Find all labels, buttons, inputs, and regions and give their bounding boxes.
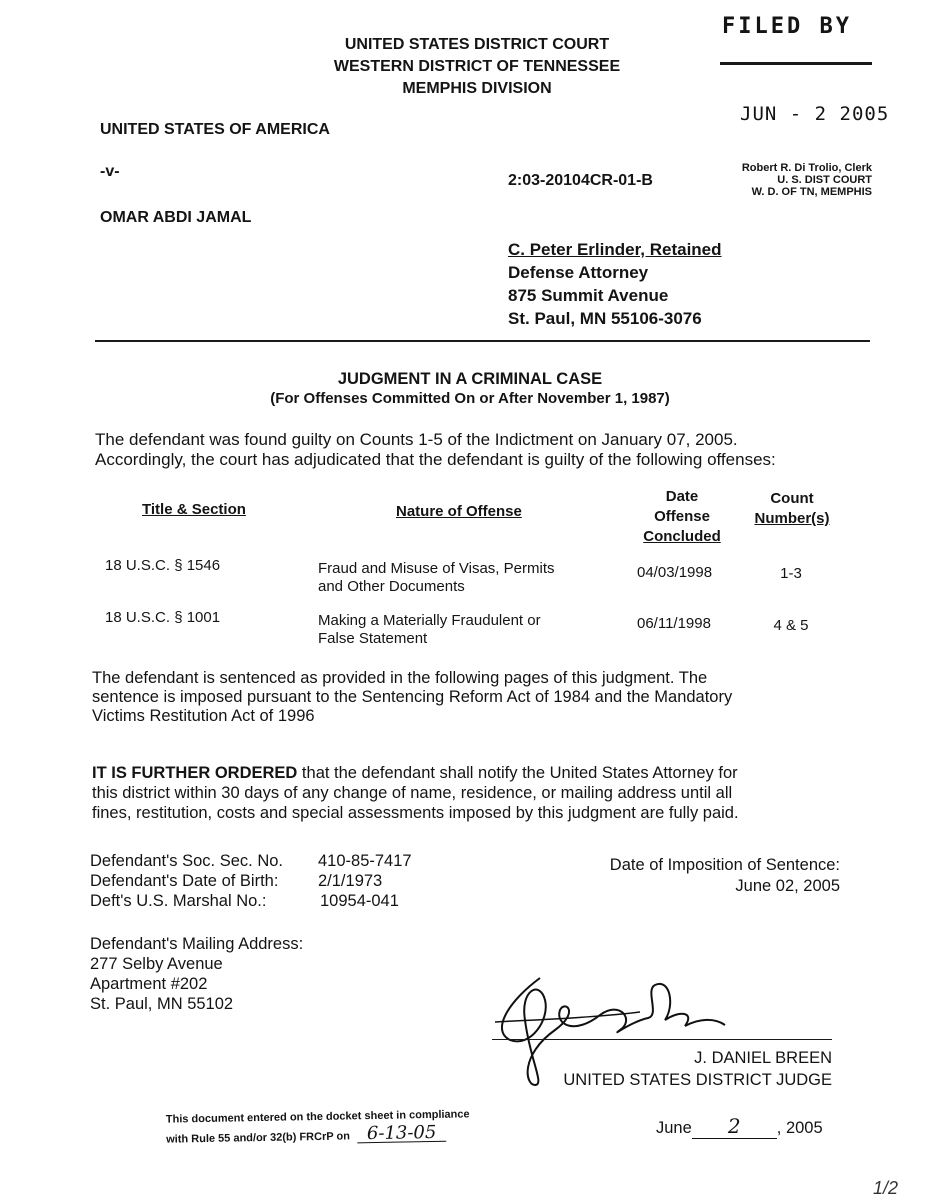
filed-stamp-line [720, 62, 872, 65]
attorney-role: Defense Attorney [508, 263, 649, 282]
filed-stamp-label: FILED BY [722, 14, 852, 39]
court-header [272, 34, 682, 100]
footer-date-day: 2 [692, 1114, 777, 1139]
header-nature: Nature of Offense [396, 503, 522, 520]
mailing-line-2: Apartment #202 [90, 975, 208, 993]
row2-counts: 4 & 5 [773, 617, 809, 634]
sentence-line-3: Victims Restitution Act of 1996 [92, 707, 315, 725]
clerk-name: Robert R. Di Trolio, Clerk [741, 162, 872, 174]
intro-line-2: Accordingly, the court has adjudicated that the defendant is guilty of the following offenses: [95, 450, 776, 469]
row2-nature-line2: False Statement [318, 630, 428, 647]
row1-section: 18 U.S.C. § 1546 [105, 557, 221, 574]
row2-nature [318, 612, 541, 648]
imposition-date: June 02, 2005 [735, 877, 840, 895]
court-district: WESTERN DISTRICT OF TENNESSEE [333, 58, 621, 75]
defendant-info-labels [90, 851, 283, 911]
ssn-value: 410-85-7417 [318, 852, 412, 870]
dob-label: Defendant's Date of Birth: [90, 872, 279, 890]
versus: -v- [100, 163, 120, 180]
header-date-line3: Concluded [643, 528, 721, 545]
filed-date-stamp: JUN - 2 2005 [740, 103, 890, 125]
judgment-intro [95, 430, 776, 470]
footer-date [656, 1114, 823, 1139]
order-line-1-rest: that the defendant shall notify the United States Attorney for [297, 764, 738, 782]
row1-date: 04/03/1998 [637, 564, 713, 581]
order-lead: IT IS FURTHER ORDERED [92, 764, 298, 782]
defendant-name: OMAR ABDI JAMAL [100, 209, 252, 226]
header-count-line2: Number(s) [754, 510, 830, 527]
judgment-title: JUDGMENT IN A CRIMINAL CASE [337, 370, 603, 388]
order-line-3: fines, restitution, costs and special assessments imposed by this judgment are fully paid. [92, 804, 739, 822]
row1-nature-line1: Fraud and Misuse of Visas, Permits [318, 560, 555, 577]
judge-block [540, 1047, 832, 1091]
sentence-line-1: The defendant is sentenced as provided in the following pages of this judgment. The [92, 669, 708, 687]
marshal-value: 10954-041 [320, 892, 399, 910]
header-count-line1: Count [770, 490, 814, 507]
clerk-district: W. D. OF TN, MEMPHIS [751, 186, 872, 198]
row2-nature-line1: Making a Materially Fraudulent or [318, 612, 541, 629]
judgment-title-block [180, 369, 760, 409]
attorney-address1: 875 Summit Avenue [508, 286, 669, 305]
header-title-section: Title & Section [142, 501, 246, 518]
case-number: 2:03-20104CR-01-B [508, 172, 653, 189]
row1-counts: 1-3 [780, 565, 802, 582]
dob-value: 2/1/1973 [318, 872, 383, 890]
judgment-subtitle: (For Offenses Committed On or After November 1, 1987) [270, 390, 670, 407]
ssn-label: Defendant's Soc. Sec. No. [90, 852, 284, 870]
header-date-line1: Date [665, 488, 699, 505]
section-divider [95, 340, 870, 342]
sentence-line-2: sentence is imposed pursuant to the Sentencing Reform Act of 1984 and the Mandatory [92, 688, 733, 706]
row1-nature [318, 560, 554, 596]
marshal-label: Deft's U.S. Marshal No.: [90, 892, 267, 910]
attorney-block [508, 238, 722, 330]
judge-title: UNITED STATES DISTRICT JUDGE [563, 1071, 832, 1089]
court-division: MEMPHIS DIVISION [402, 80, 552, 97]
order-line-2: this district within 30 days of any change of name, residence, or mailing address until all [92, 784, 733, 802]
row2-section: 18 U.S.C. § 1001 [105, 609, 221, 626]
clerk-court: U. S. DIST COURT [777, 174, 872, 186]
docket-line-1: This document entered on the docket sheet in compliance [165, 1108, 470, 1126]
attorney-address2: St. Paul, MN 55106-3076 [508, 309, 702, 328]
mailing-line-3: St. Paul, MN 55102 [90, 995, 234, 1013]
court-name: UNITED STATES DISTRICT COURT [344, 36, 610, 53]
clerk-stamp [702, 162, 872, 198]
signature-line [492, 1039, 832, 1040]
docket-stamp [166, 1106, 470, 1148]
docket-line-2-text: with Rule 55 and/or 32(b) FRCrP on [166, 1130, 351, 1146]
plaintiff: UNITED STATES OF AMERICA [100, 121, 330, 138]
imposition-label: Date of Imposition of Sentence: [609, 856, 840, 874]
footer-date-prefix: June [656, 1119, 692, 1137]
defendant-info-values [318, 851, 412, 911]
mailing-label: Defendant's Mailing Address: [90, 935, 304, 953]
sentence-paragraph [92, 669, 732, 726]
intro-line-1: The defendant was found guilty on Counts 1-5 of the Indictment on January 07, 2005. [95, 430, 738, 449]
attorney-name: C. Peter Erlinder, Retained [508, 240, 722, 259]
docket-date: 6-13-05 [357, 1124, 447, 1144]
order-line-1 [92, 763, 739, 783]
imposition-block [540, 855, 840, 897]
mailing-line-1: 277 Selby Avenue [90, 955, 223, 973]
order-paragraph [92, 763, 739, 823]
docket-line-2 [166, 1123, 470, 1148]
header-date [626, 487, 738, 547]
mailing-address [90, 934, 303, 1014]
row2-date: 06/11/1998 [637, 615, 711, 632]
judge-name: J. DANIEL BREEN [694, 1049, 832, 1067]
page-mark: 1/2 [873, 1178, 899, 1198]
row1-nature-line2: and Other Documents [318, 578, 465, 595]
header-count [738, 489, 846, 529]
footer-date-suffix: , 2005 [776, 1119, 823, 1137]
header-date-line2: Offense [654, 508, 710, 525]
